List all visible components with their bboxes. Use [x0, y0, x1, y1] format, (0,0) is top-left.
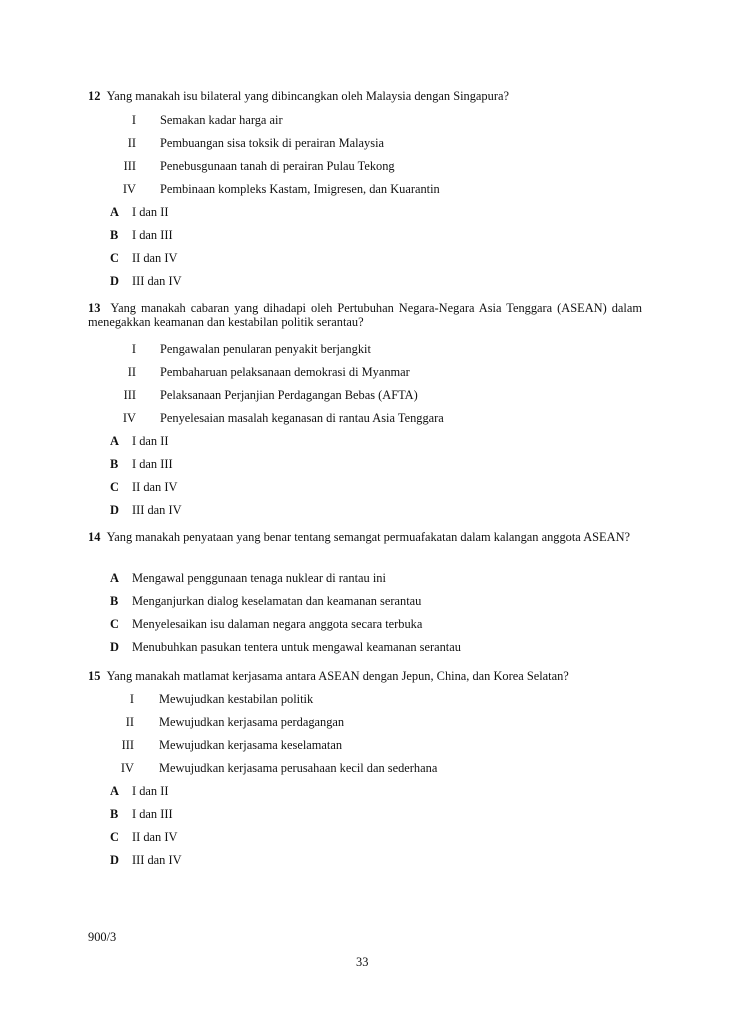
question-text: Yang manakah matlamat kerjasama antara ASEAN dengan Jepun, China, dan Korea Selatan? — [106, 669, 569, 683]
question-number: 15 — [88, 669, 101, 683]
statement-numeral: II — [125, 715, 134, 729]
option-letter: B — [110, 457, 119, 471]
question-text: Yang manakah penyataan yang benar tentang semangat permuafakatan dalam kalangan anggota ASEAN? — [106, 530, 631, 544]
option-letter: A — [110, 784, 119, 798]
statement-numeral: I — [131, 342, 136, 356]
statement-numeral: IV — [122, 411, 136, 425]
option-text: Menganjurkan dialog keselamatan dan keamanan serantau — [132, 594, 422, 608]
statement-numeral: III — [123, 388, 136, 402]
statement-numeral: II — [127, 136, 136, 150]
option-letter: D — [110, 503, 119, 517]
statement-text: Pembinaan kompleks Kastam, Imigresen, dan Kuarantin — [160, 182, 440, 196]
statement-numeral: III — [121, 738, 134, 752]
statement-text: Mewujudkan kestabilan politik — [159, 692, 314, 706]
statement-numeral: I — [131, 113, 136, 127]
option-letter: D — [110, 853, 119, 867]
option-text: Menyelesaikan isu dalaman negara anggota secara terbuka — [132, 617, 423, 631]
option-letter: D — [110, 274, 119, 288]
question-12-stem — [88, 89, 642, 103]
statement-text: Pembaharuan pelaksanaan demokrasi di Myanmar — [160, 365, 410, 379]
option-text: III dan IV — [132, 503, 182, 517]
statement-numeral: III — [123, 159, 136, 173]
option-letter: A — [110, 434, 119, 448]
statement-text: Mewujudkan kerjasama perdagangan — [159, 715, 345, 729]
statement-text: Pengawalan penularan penyakit berjangkit — [160, 342, 371, 356]
question-number: 14 — [88, 530, 101, 544]
statement-text: Penyelesaian masalah keganasan di rantau Asia Tenggara — [160, 411, 444, 425]
option-text: II dan IV — [132, 251, 178, 265]
option-text: I dan II — [132, 434, 169, 448]
statement-text: Semakan kadar harga air — [160, 113, 283, 127]
option-text: I dan III — [132, 228, 173, 242]
statement-text: Pembuangan sisa toksik di perairan Malaysia — [160, 136, 385, 150]
page-number: 33 — [356, 955, 369, 969]
statement-text: Penebusgunaan tanah di perairan Pulau Tekong — [160, 159, 395, 173]
option-letter: A — [110, 571, 119, 585]
option-text: II dan IV — [132, 830, 178, 844]
option-text: III dan IV — [132, 853, 182, 867]
option-letter: C — [110, 830, 119, 844]
question-13-stem — [88, 301, 642, 330]
question-text: Yang manakah isu bilateral yang dibincangkan oleh Malaysia dengan Singapura? — [106, 89, 509, 103]
option-text: I dan II — [132, 784, 169, 798]
question-14-stem — [88, 530, 642, 544]
option-text: I dan III — [132, 807, 173, 821]
question-number: 13 — [88, 301, 101, 315]
question-text: Yang manakah cabaran yang dihadapi oleh Pertubuhan Negara-Negara Asia Tenggara (ASEAN) dalam menegakkan keamanan dan kestabilan politik serantau? — [88, 301, 643, 330]
option-letter: C — [110, 480, 119, 494]
option-letter: C — [110, 617, 119, 631]
option-text: Menubuhkan pasukan tentera untuk mengawal keamanan serantau — [132, 640, 461, 654]
option-text: Mengawal penggunaan tenaga nuklear di rantau ini — [132, 571, 386, 585]
question-15-stem — [88, 669, 642, 683]
paper-code: 900/3 — [88, 930, 117, 944]
option-letter: C — [110, 251, 119, 265]
option-letter: A — [110, 205, 119, 219]
option-text: I dan III — [132, 457, 173, 471]
statement-numeral: IV — [120, 761, 134, 775]
option-letter: D — [110, 640, 119, 654]
statement-numeral: II — [127, 365, 136, 379]
statement-numeral: I — [129, 692, 134, 706]
option-letter: B — [110, 594, 119, 608]
option-text: II dan IV — [132, 480, 178, 494]
question-number: 12 — [88, 89, 101, 103]
option-letter: B — [110, 228, 119, 242]
option-letter: B — [110, 807, 119, 821]
statement-text: Mewujudkan kerjasama keselamatan — [159, 738, 343, 752]
statement-text: Mewujudkan kerjasama perusahaan kecil dan sederhana — [159, 761, 438, 775]
statement-text: Pelaksanaan Perjanjian Perdagangan Bebas (AFTA) — [160, 388, 418, 402]
option-text: III dan IV — [132, 274, 182, 288]
statement-numeral: IV — [122, 182, 136, 196]
option-text: I dan II — [132, 205, 169, 219]
